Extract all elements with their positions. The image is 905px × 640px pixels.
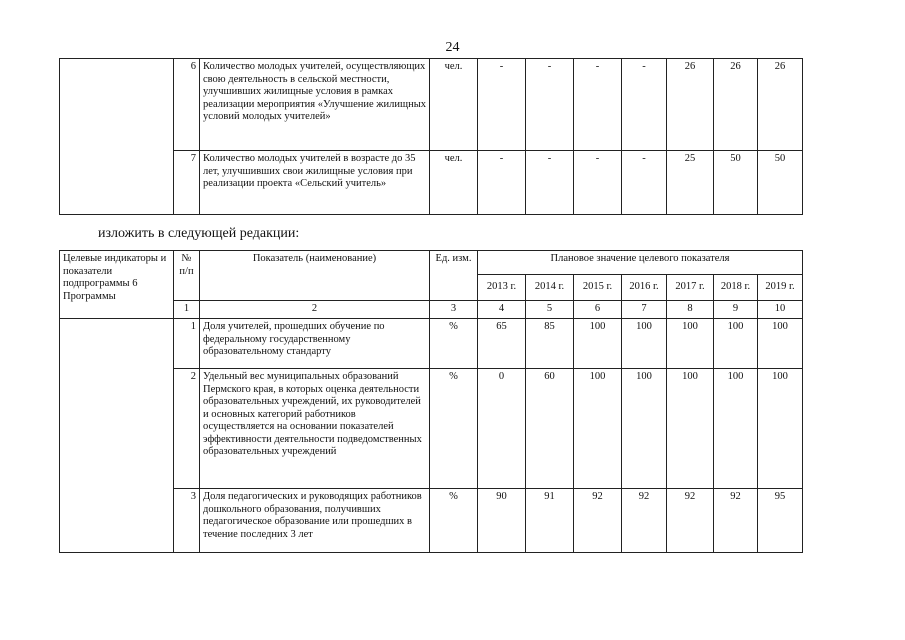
- value-2019: 95: [758, 489, 803, 553]
- col-number: 6: [574, 301, 622, 319]
- value-2016: 100: [622, 369, 667, 489]
- value-2017: 26: [667, 59, 714, 151]
- value-2018: 100: [714, 319, 758, 369]
- main-table: [59, 250, 803, 553]
- value-2018: 50: [714, 151, 758, 215]
- col-number: 8: [667, 301, 714, 319]
- year-2014: 2014 г.: [526, 275, 574, 301]
- col-number: 5: [526, 301, 574, 319]
- year-2015: 2015 г.: [574, 275, 622, 301]
- col-number: 3: [430, 301, 478, 319]
- unit: %: [430, 369, 478, 489]
- value-2013: 0: [478, 369, 526, 489]
- table-row: [60, 59, 803, 151]
- row-number: 2: [174, 369, 200, 489]
- planned-header: Плановое значение целевого показателя: [478, 251, 803, 275]
- indicator-name: Количество молодых учителей в возрасте до 35 лет, улучшивших свои жилищные условия при реализации проекта «Сельский учитель»: [200, 151, 430, 215]
- value-2017: 100: [667, 369, 714, 489]
- unit: %: [430, 319, 478, 369]
- col-number: 4: [478, 301, 526, 319]
- col-number: 9: [714, 301, 758, 319]
- value-2014: 85: [526, 319, 574, 369]
- value-2016: -: [622, 151, 667, 215]
- row-number: 6: [174, 59, 200, 151]
- table-row: [60, 319, 803, 369]
- indicator-name: Доля педагогических и руководящих работников дошкольного образования, получивших педагогическое образование или прошедших в течение последних 3 лет: [200, 489, 430, 553]
- top-table: [59, 58, 803, 215]
- value-2015: 92: [574, 489, 622, 553]
- value-2014: -: [526, 59, 574, 151]
- value-2016: 92: [622, 489, 667, 553]
- unit: %: [430, 489, 478, 553]
- value-2013: -: [478, 59, 526, 151]
- value-2019: 50: [758, 151, 803, 215]
- header-row: [60, 251, 803, 275]
- value-2018: 26: [714, 59, 758, 151]
- value-2013: 65: [478, 319, 526, 369]
- num-header: № п/п: [174, 251, 200, 301]
- intro-text: изложить в следующей редакции:: [98, 226, 300, 241]
- value-2017: 25: [667, 151, 714, 215]
- value-2014: 60: [526, 369, 574, 489]
- value-2018: 100: [714, 369, 758, 489]
- value-2017: 100: [667, 319, 714, 369]
- empty-indicator-cell: [60, 59, 174, 215]
- indicator-name: Количество молодых учителей, осуществляющих свою деятельность в сельской местности, улучшивших жилищные условия в рамках реализации мероприятия «Улучшение жилищных условий молодых учителей»: [200, 59, 430, 151]
- page-number: 24: [445, 40, 460, 55]
- value-2019: 100: [758, 319, 803, 369]
- row-number: 7: [174, 151, 200, 215]
- empty-indicator-cell: [60, 319, 174, 553]
- value-2014: -: [526, 151, 574, 215]
- col-number: 1: [174, 301, 200, 319]
- year-2019: 2019 г.: [758, 275, 803, 301]
- value-2016: 100: [622, 319, 667, 369]
- value-2015: -: [574, 151, 622, 215]
- name-header: Показатель (наименование): [200, 251, 430, 301]
- year-2018: 2018 г.: [714, 275, 758, 301]
- value-2013: -: [478, 151, 526, 215]
- value-2019: 100: [758, 369, 803, 489]
- col-number: 2: [200, 301, 430, 319]
- value-2015: 100: [574, 369, 622, 489]
- value-2016: -: [622, 59, 667, 151]
- value-2013: 90: [478, 489, 526, 553]
- value-2017: 92: [667, 489, 714, 553]
- year-2016: 2016 г.: [622, 275, 667, 301]
- unit: чел.: [430, 59, 478, 151]
- indicators-header: Целевые индикаторы и показатели подпрограммы 6 Программы: [60, 251, 174, 319]
- row-number: 3: [174, 489, 200, 553]
- value-2018: 92: [714, 489, 758, 553]
- value-2019: 26: [758, 59, 803, 151]
- year-2017: 2017 г.: [667, 275, 714, 301]
- value-2014: 91: [526, 489, 574, 553]
- col-number: 10: [758, 301, 803, 319]
- year-2013: 2013 г.: [478, 275, 526, 301]
- value-2015: -: [574, 59, 622, 151]
- col-number: 7: [622, 301, 667, 319]
- unit-header: Ед. изм.: [430, 251, 478, 301]
- indicator-name: Доля учителей, прошедших обучение по федеральному государственному образовательному стандарту: [200, 319, 430, 369]
- indicator-name: Удельный вес муниципальных образований Пермского края, в которых оценка деятельности образовательных учреждений, их руководителей и основных категорий работников осуществляется на основании показателей эффективности деятельности подведомственных образовательных учреждений: [200, 369, 430, 489]
- value-2015: 100: [574, 319, 622, 369]
- unit: чел.: [430, 151, 478, 215]
- row-number: 1: [174, 319, 200, 369]
